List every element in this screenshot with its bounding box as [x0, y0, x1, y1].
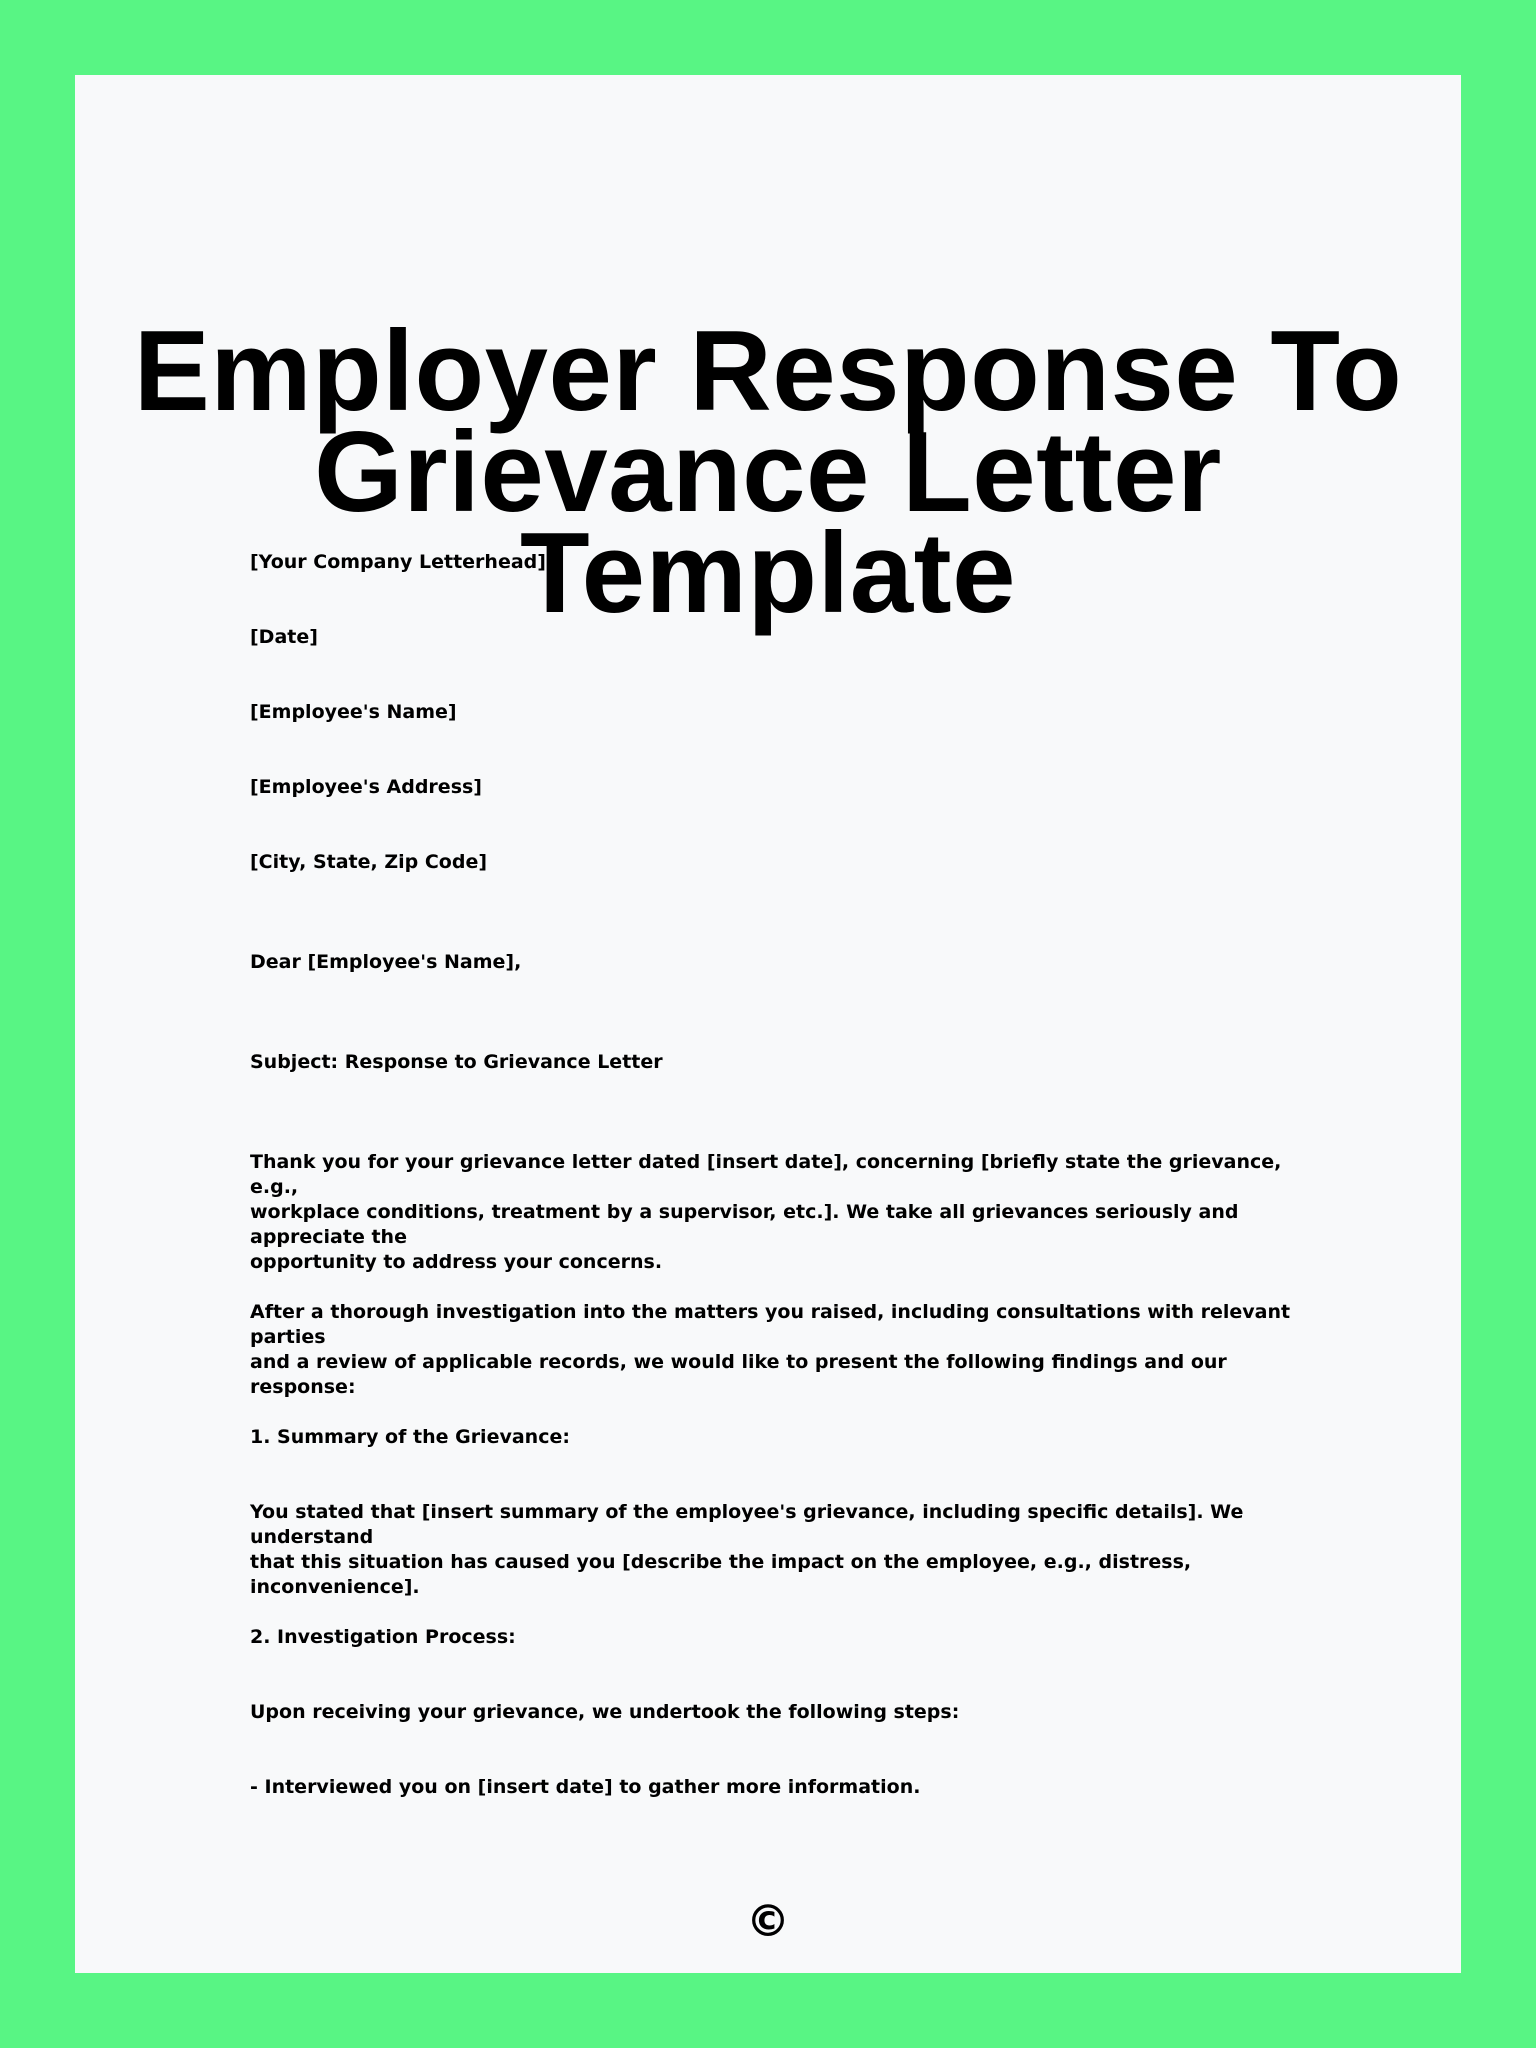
intro-line-3: opportunity to address your concerns. [250, 1251, 663, 1273]
section-2-step-1: - Interviewed you on [insert date] to gather more information. [250, 1776, 921, 1798]
title-line-1: Employer Response To [133, 308, 1403, 435]
investigation-line-2: and a review of applicable records, we would like to present the following findings and our response: [250, 1351, 1227, 1398]
intro-line-2: workplace conditions, treatment by a supervisor, etc.]. We take all grievances seriously and appreciate the [250, 1201, 1239, 1248]
investigation-paragraph [250, 1300, 1310, 1400]
salutation: Dear [Employee's Name], [250, 951, 522, 973]
city-state-zip: [City, State, Zip Code] [250, 851, 488, 873]
subject-line: Subject: Response to Grievance Letter [250, 1051, 663, 1073]
section-2-intro: Upon receiving your grievance, we undertook the following steps: [250, 1701, 960, 1723]
intro-paragraph [250, 1150, 1310, 1275]
section-2-heading: 2. Investigation Process: [250, 1626, 516, 1648]
intro-line-1: Thank you for your grievance letter dated [insert date], concerning [briefly state the grievance, e.g., [250, 1151, 1282, 1198]
section-1-line-1: You stated that [insert summary of the employee's grievance, including specific details]. We understand [250, 1501, 1244, 1548]
section-1-paragraph [250, 1500, 1310, 1600]
section-1-heading: 1. Summary of the Grievance: [250, 1426, 570, 1448]
copyright-icon: © [746, 1896, 790, 1947]
letterhead: [Your Company Letterhead] [250, 551, 546, 573]
document-page [75, 75, 1461, 1973]
title-line-2: Grievance Letter Template [314, 409, 1222, 637]
employee-address: [Employee's Address] [250, 776, 482, 798]
investigation-line-1: After a thorough investigation into the matters you raised, including consultations with relevant parties [250, 1301, 1291, 1348]
date-field: [Date] [250, 626, 318, 648]
section-1-line-2: that this situation has caused you [describe the impact on the employee, e.g., distress, inconvenience]. [250, 1551, 1192, 1598]
employee-name: [Employee's Name] [250, 701, 457, 723]
